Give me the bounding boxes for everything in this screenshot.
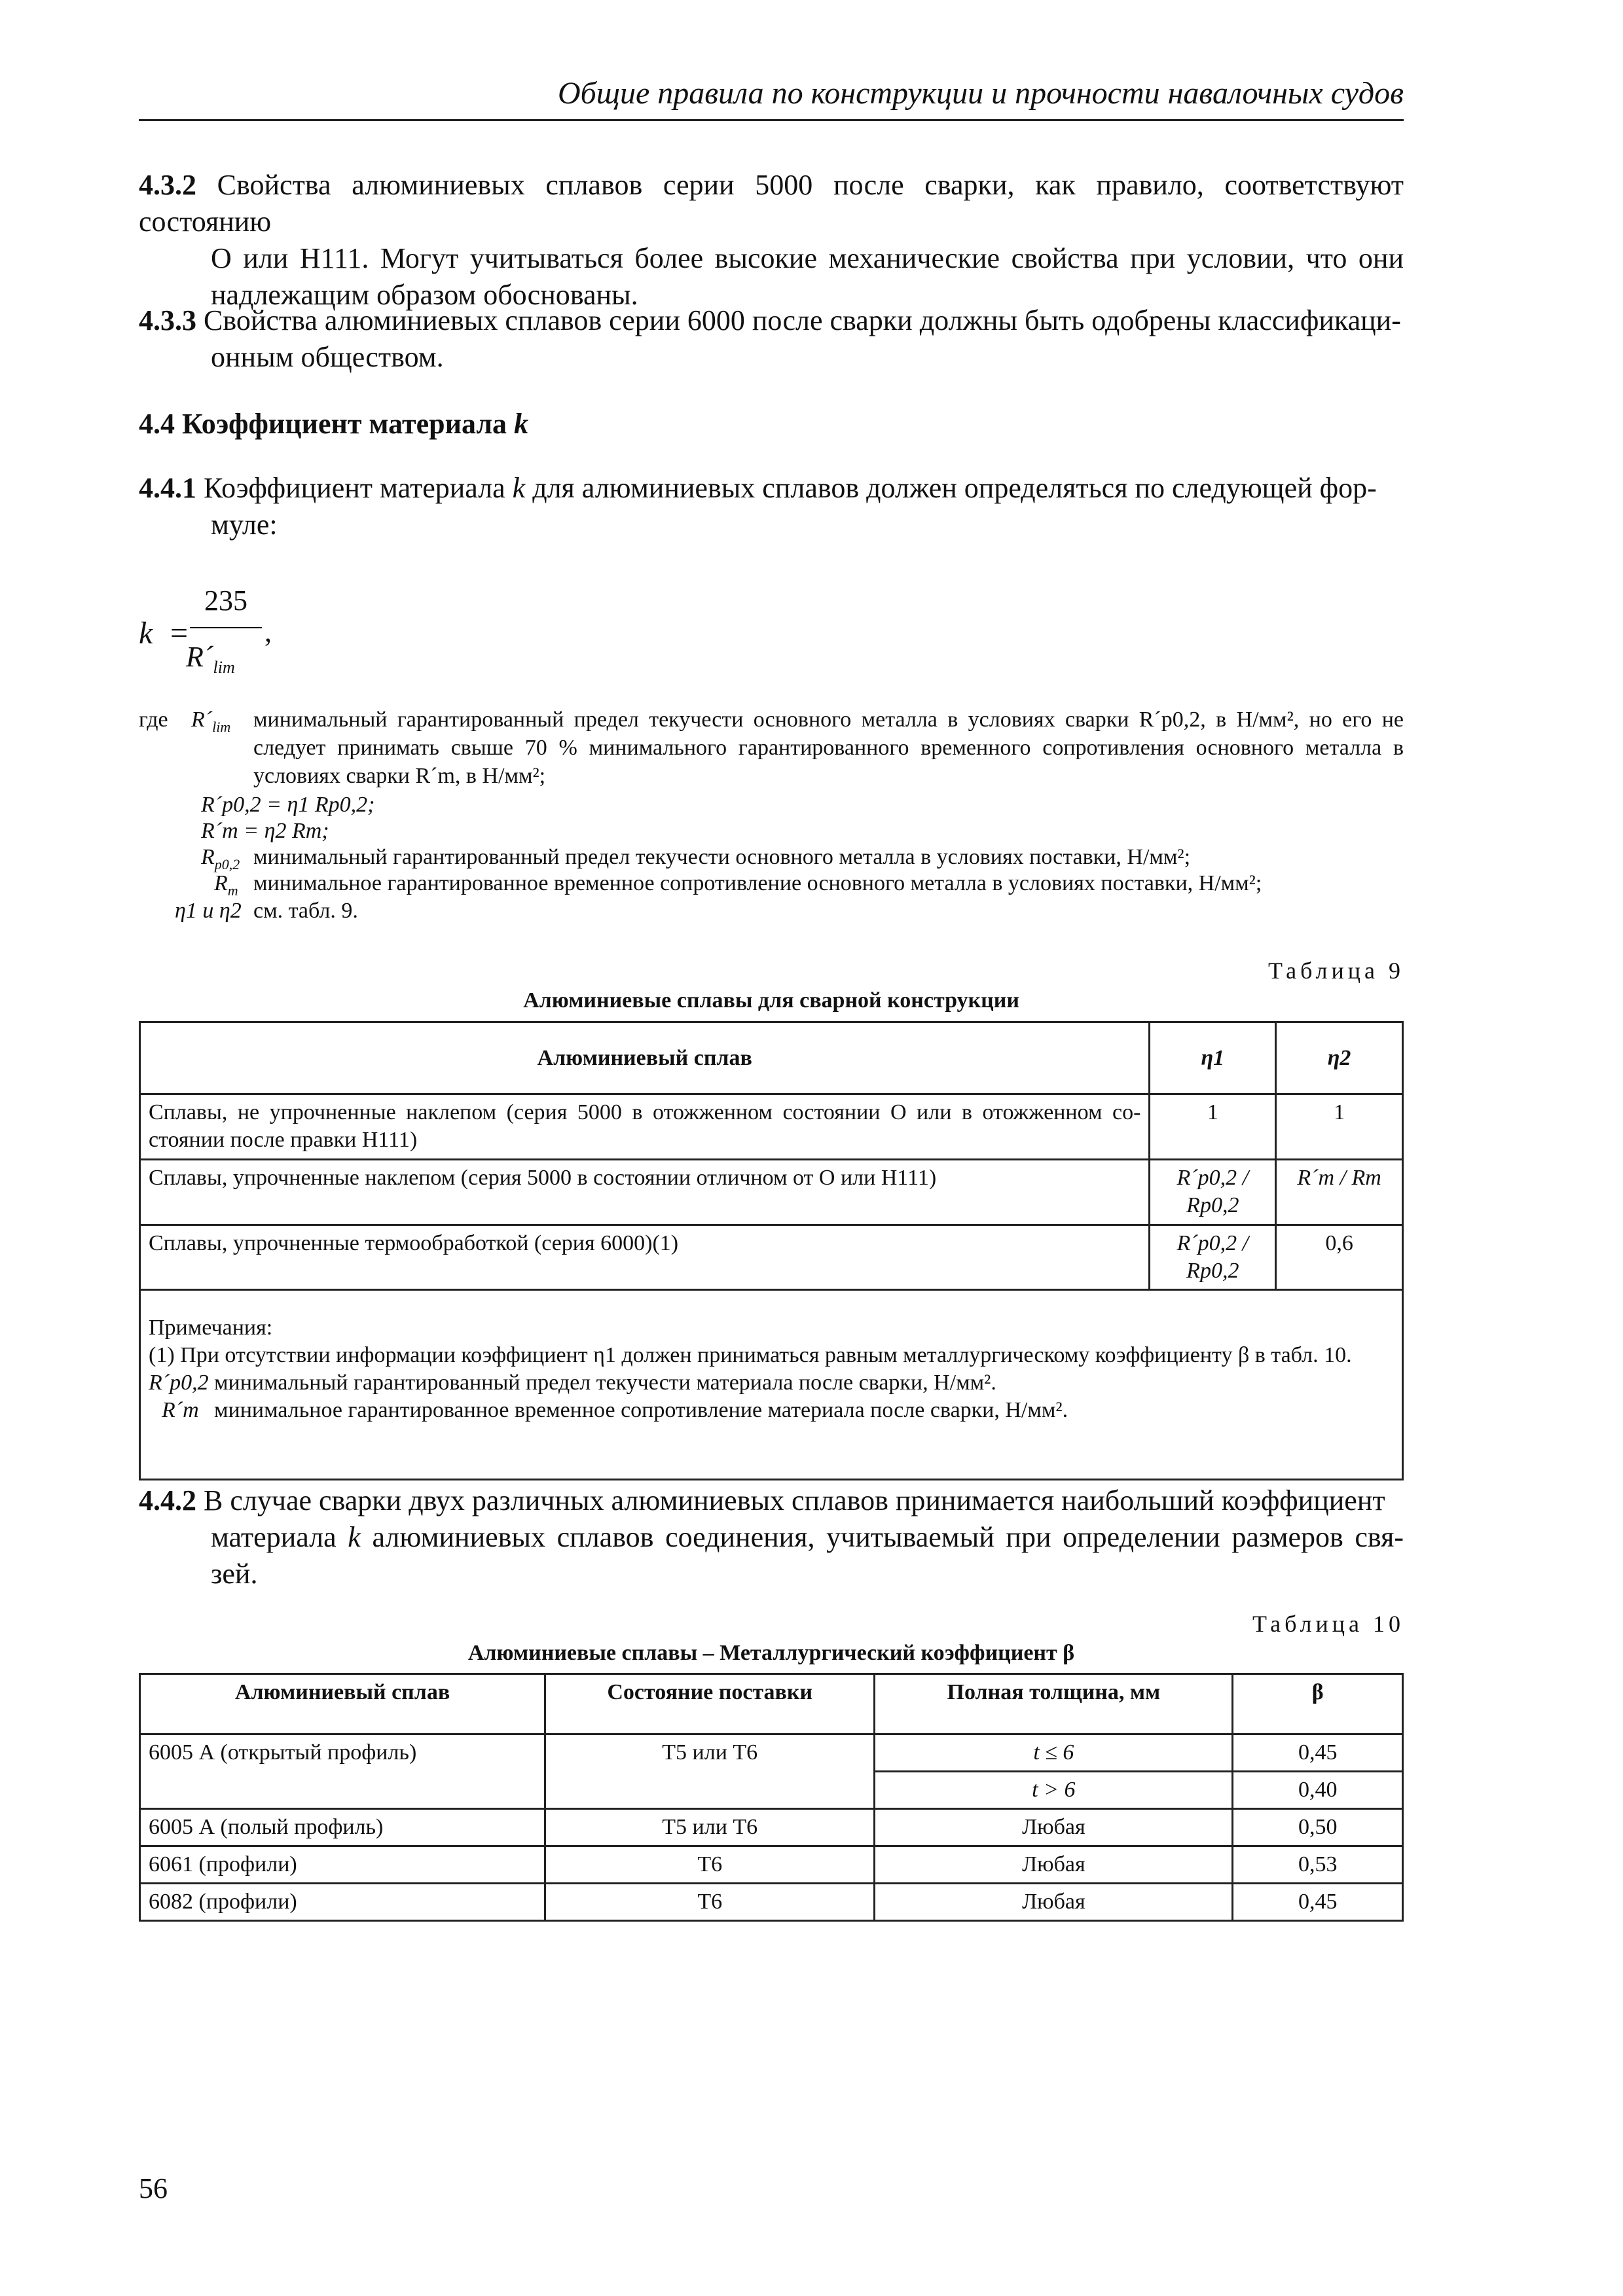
paragraph-4-3-2 (139, 167, 1404, 314)
table-notes (140, 1290, 1403, 1480)
section-heading-4-4 (139, 407, 528, 440)
table-10-label: Таблица 10 (1252, 1611, 1404, 1637)
cell-alloy: 6061 (профили) (140, 1846, 545, 1884)
paragraph-text: В случае сварки двух различных алюминиевых сплавов принимается наибольший коэффициент (196, 1484, 1385, 1516)
paragraph-continuation: О или Н111. Могут учитываться более высокие механические свойства при условии, что они надлежащим образом обоснованы. (211, 242, 1404, 311)
cell-state: Т5 или Т6 (545, 1734, 875, 1809)
column-header: Алюминиевый сплав (140, 1674, 545, 1734)
notes-title: Примечания: (149, 1316, 273, 1340)
cell-thickness: Любая (875, 1809, 1233, 1846)
formula-numerator: 235 (204, 584, 247, 617)
table-row (140, 1160, 1403, 1225)
symbol: $R_{p0,2}$ (201, 845, 240, 872)
formula-line: R´m = η2 Rm; (201, 819, 329, 843)
cell-alloy: 6005 А (полый профиль) (140, 1809, 545, 1846)
table-9-label: Таблица 9 (1268, 958, 1404, 984)
column-header: Полная толщина, мм (875, 1674, 1233, 1734)
formula-line: R´p0,2 = η1 Rp0,2; (201, 793, 375, 817)
table-row (140, 1846, 1403, 1884)
cell-beta: 0,50 (1233, 1809, 1403, 1846)
cell-beta: 0,45 (1233, 1734, 1403, 1772)
clause-number: 4.3.3 (139, 304, 196, 336)
cell-beta: 0,45 (1233, 1884, 1403, 1921)
paragraph-text-2: для алюминиевых сплавов должен определяться по следующей фор- (525, 472, 1377, 504)
formula-comma: , (264, 616, 272, 648)
column-header: η1 (1150, 1022, 1276, 1094)
column-header: η2 (1276, 1022, 1403, 1094)
definition-text: минимальный гарантированный предел текучести основного металла в условиях сварки R´p0,2, в Н/мм², но его не следует принимать свыше 70 % минимального гарантированного временного сопротивления основного металла в условиях сварки R´m, в Н/мм²; (253, 708, 1404, 788)
table-header-row (140, 1022, 1403, 1094)
paragraph-text: Свойства алюминиевых сплавов серии 5000 после сварки, как правило, соответствуют состоянию (139, 169, 1404, 238)
cell-state: Т5 или Т6 (545, 1809, 875, 1846)
paragraph-text: Свойства алюминиевых сплавов серии 6000 после сварки должны быть одобрены классификаци- (196, 304, 1401, 336)
cell-eta2: R´m / Rm (1276, 1160, 1403, 1225)
table-row (140, 1225, 1403, 1290)
cell-thickness: t > 6 (875, 1772, 1233, 1809)
paragraph-variable: k (512, 472, 526, 504)
cell-thickness: t ≤ 6 (875, 1734, 1233, 1772)
note-1: (1) При отсутствии информации коэффициент η1 должен приниматься равным металлургическому коэффициенту β в табл. 10. (149, 1343, 1352, 1367)
definition-text: минимальное гарантированное временное сопротивление основного металла в условиях поставки, Н/мм²; (253, 871, 1262, 895)
cell-eta1: R´p0,2 / Rp0,2 (1150, 1225, 1276, 1290)
cell-eta2: 0,6 (1276, 1225, 1403, 1290)
table-10-caption: Алюминиевые сплавы – Металлургический коэффициент β (467, 1641, 1075, 1665)
table-header-row (140, 1674, 1403, 1734)
symbol: $R_m$ (214, 871, 238, 899)
fraction-bar (190, 627, 262, 628)
cell-state: Т6 (545, 1884, 875, 1921)
column-header: Состояние поставки (545, 1674, 875, 1734)
paragraph-continuation: онным обществом. (211, 341, 444, 373)
table-row (140, 1734, 1403, 1772)
clause-number: 4.4.1 (139, 472, 196, 504)
formula-equals: = (170, 616, 189, 651)
table-10 (139, 1673, 1404, 1922)
column-header: Алюминиевый сплав (140, 1022, 1150, 1094)
cell-thickness: Любая (875, 1846, 1233, 1884)
cell-alloy: Сплавы, не упрочненные наклепом (серия 5000 в отожженном состоянии О или в отожженном со-стоянии после правки Н111) (140, 1094, 1150, 1160)
heading-text: 4.4 Коэффициент материала (139, 408, 515, 440)
cell-eta1: R´p0,2 / Rp0,2 (1150, 1160, 1276, 1225)
cell-beta: 0,40 (1233, 1772, 1403, 1809)
formula-k (139, 584, 401, 687)
cell-eta1: 1 (1150, 1094, 1276, 1160)
cell-alloy: 6082 (профили) (140, 1884, 545, 1921)
column-header: β (1233, 1674, 1403, 1734)
page-number: 56 (139, 2172, 168, 2204)
definitions-list (139, 706, 1404, 941)
running-header (139, 73, 1404, 121)
cell-eta2: 1 (1276, 1094, 1403, 1160)
table-row (140, 1809, 1403, 1846)
note-2: R´p0,2 минимальный гарантированный предел текучести материала после сварки, Н/мм². (149, 1371, 996, 1395)
table-9 (139, 1021, 1404, 1480)
table-9-caption: Алюминиевые сплавы для сварной конструкции (523, 988, 1019, 1013)
header-title: Общие правила по конструкции и прочности навалочных судов (557, 76, 1404, 111)
paragraph-4-3-3 (139, 302, 1404, 376)
cell-alloy: 6005 А (открытый профиль) (140, 1734, 545, 1809)
paragraph-text: Коэффициент материала (196, 472, 513, 504)
note-3: R´m минимальное гарантированное временное сопротивление материала после сварки, Н/мм². (162, 1398, 1068, 1422)
formula-denominator: $R´_{lim}$ (186, 641, 235, 677)
heading-variable: k (514, 408, 529, 440)
paragraph-4-4-1 (139, 470, 1404, 543)
cell-alloy: Сплавы, упрочненные термообработкой (серия 6000)(1) (140, 1225, 1150, 1290)
where-label: где (139, 708, 168, 732)
cell-alloy: Сплавы, упрочненные наклепом (серия 5000 в состоянии отличном от О или Н111) (140, 1160, 1150, 1225)
cell-thickness: Любая (875, 1884, 1233, 1921)
paragraph-continuation: материала k алюминиевых сплавов соединения, учитываемый при определении размеров свя-зей. (211, 1521, 1404, 1590)
symbol: $R´_{lim}$ (191, 708, 231, 735)
clause-number: 4.4.2 (139, 1484, 196, 1516)
symbol: η1 и η2 (175, 899, 242, 923)
paragraph-4-4-2 (139, 1482, 1404, 1592)
table-row (140, 1094, 1403, 1160)
paragraph-continuation: муле: (211, 509, 278, 541)
formula-lhs: k (139, 616, 153, 651)
table-notes-row (140, 1290, 1403, 1480)
cell-beta: 0,53 (1233, 1846, 1403, 1884)
definition-text: минимальный гарантированный предел текучести основного металла в условиях поставки, Н/мм²; (253, 845, 1191, 869)
clause-number: 4.3.2 (139, 169, 196, 201)
table-row (140, 1884, 1403, 1921)
cell-state: Т6 (545, 1846, 875, 1884)
definition-text: см. табл. 9. (253, 899, 358, 923)
